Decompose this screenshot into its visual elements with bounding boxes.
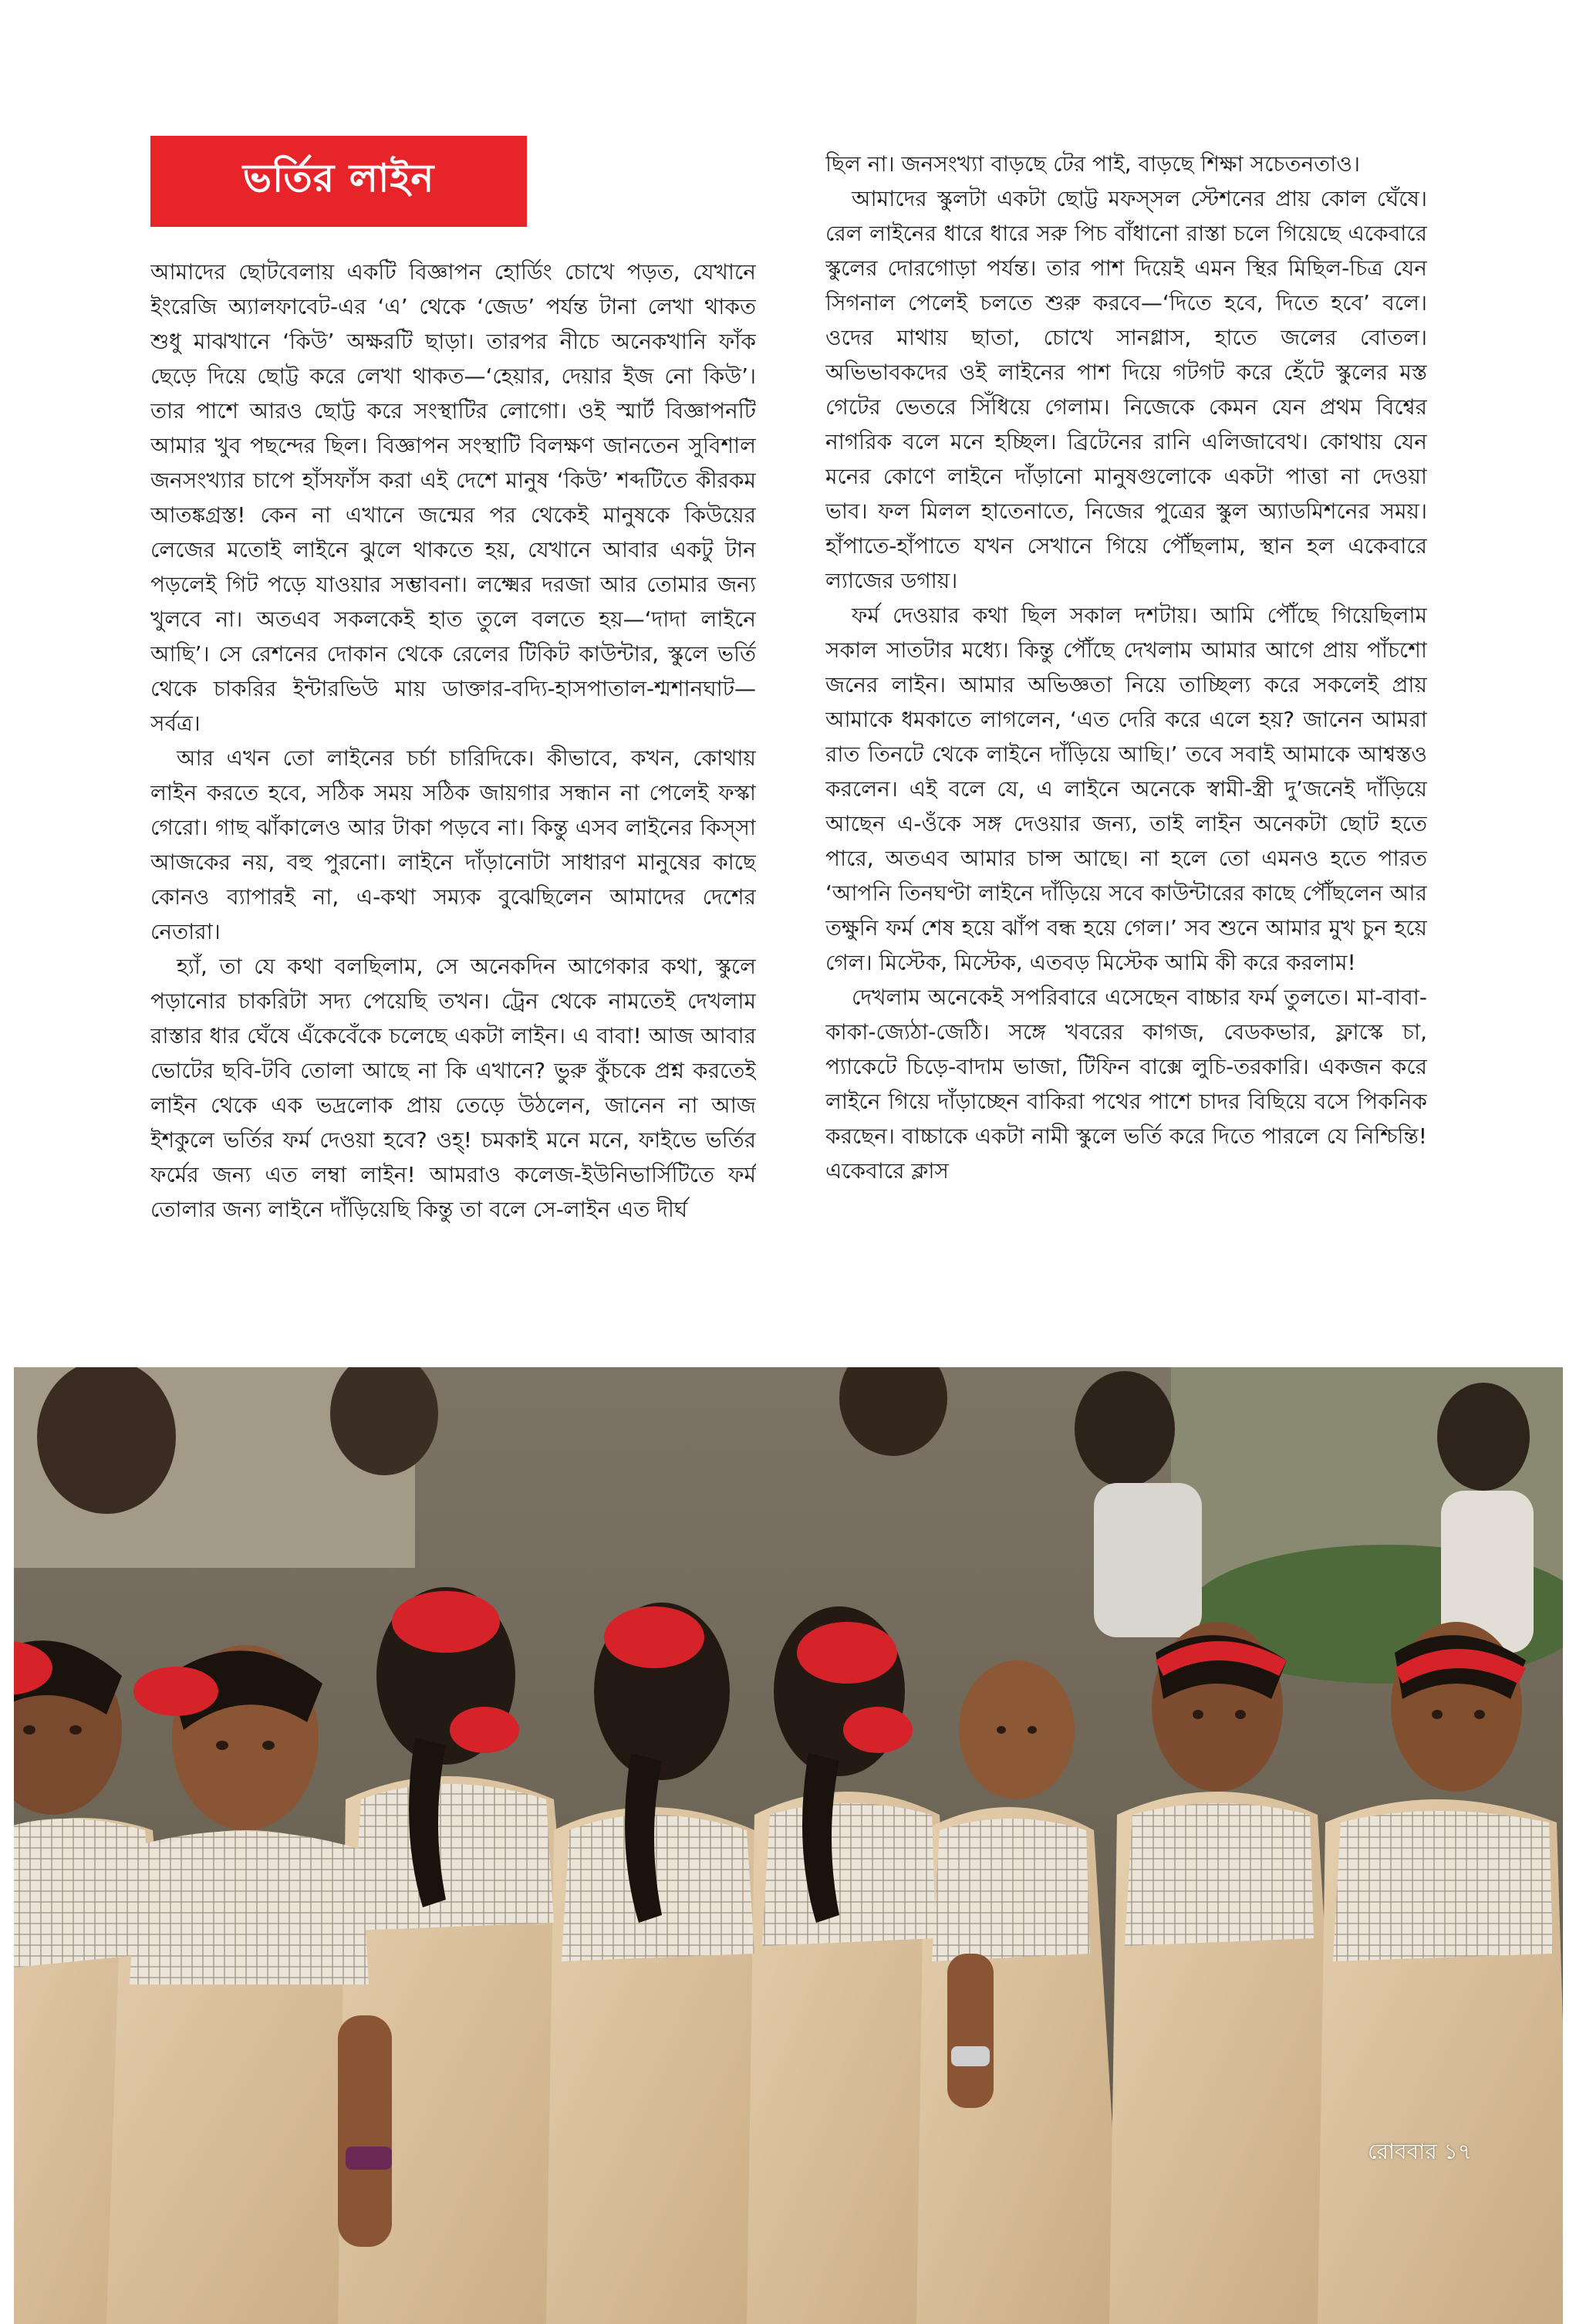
paragraph: দেখলাম অনেকেই সপরিবারে এসেছেন বাচ্চার ফর্ম তুলতে। মা-বাবা-কাকা-জ্যেঠা-জেঠি। সঙ্গে খবরের কাগজ, বেডকভার, ফ্লাস্কে চা, প্যাকেটে চিড়ে-বাদাম ভাজা, টিফিন বাক্সে লুচি-তরকারি। একজন করে লাইনে গিয়ে দাঁড়াচ্ছেন বাকিরা পথের পাশে চাদর বিছিয়ে বসে পিকনিক করছেন। বাচ্চাকে একটা নামী স্কুলে ভর্তি করে দিতে পারলে যে নিশ্চিন্তি! একেবারে ক্লাস: [825, 985, 1427, 1184]
paragraph: আমাদের ছোটবেলায় একটি বিজ্ঞাপন হোর্ডিং চোখে পড়ত, যেখানে ইংরেজি অ্যালফাবেট-এর ‘এ’ থেকে ‘জেড’ পর্যন্ত টানা লেখা থাকত শুধু মাঝখানে ‘কিউ’ অক্ষরটি ছাড়া। তারপর নীচে অনেকখানি ফাঁক ছেড়ে দিয়ে ছোট্ট করে লেখা থাকত—‘হেয়ার, দেয়ার ইজ নো কিউ’। তার পাশে আরও ছোট্ট করে সংস্থাটির লোগো। ওই স্মার্ট বিজ্ঞাপনটি আমার খুব পছন্দের ছিল। বিজ্ঞাপন সংস্থাটি বিলক্ষণ জানতেন সুবিশাল জনসংখ্যার চাপে হাঁসফাঁস করা এই দেশে মানুষ ‘কিউ’ শব্দটিতে কীরকম আতঙ্কগ্রস্ত! কেন না এখানে জন্মের পর থেকেই মানুষকে কিউয়ের লেজের মতোই লাইনে ঝুলে থাকতে হয়, যেখানে আবার একটু টান পড়লেই গিট পড়ে যাওয়ার সম্ভাবনা। লক্ষ্মের দরজা আর তোমার জন্য খুলবে না। অতএব সকলকেই হাত তুলে বলতে হয়—‘দাদা লাইনে আছি’। সে রেশনের দোকান থেকে রেলের টিকিট কাউন্টার, স্কুলে ভর্তি থেকে চাকরির ইন্টারভিউ মায় ডাক্তার-বদ্যি-হাসপাতাল-শ্মশানঘাট—সর্বত্র।: [150, 259, 756, 736]
article-title: ভর্তির লাইন: [242, 154, 435, 201]
paragraph: ছিল না। জনসংখ্যা বাড়ছে টের পাই, বাড়ছে শিক্ষা সচেতনতাও।: [825, 151, 1360, 177]
paragraph: হ্যাঁ, তা যে কথা বলছিলাম, সে অনেকদিন আগেকার কথা, স্কুলে পড়ানোর চাকরিটা সদ্য পেয়েছি তখন। ট্রেন থেকে নামতেই দেখলাম রাস্তার ধার ঘেঁষে এঁকেবেঁকে চলেছে একটা লাইন। এ বাবা! আজ আবার ভোটের ছবি-টবি তোলা আছে না কি এখানে? ভুরু কুঁচকে প্রশ্ন করতেই লাইন থেকে এক ভদ্রলোক প্রায় তেড়ে উঠলেন, জানেন না আজ ইশকুলে ভর্তির ফর্ম দেওয়া হবে? ওহ্! চমকাই মনে মনে, ফাইভে ভর্তির ফর্মের জন্য এত লম্বা লাইন! আমরাও কলেজ-ইউনিভার্সিটিতে ফর্ম তোলার জন্য লাইনে দাঁড়িয়েছি কিন্তু তা বলে সে-লাইন এত দীর্ঘ: [150, 954, 756, 1222]
schoolgirls-queue-photo: [14, 1367, 1563, 2324]
paragraph: আর এখন তো লাইনের চর্চা চারিদিকে। কীভাবে, কখন, কোথায় লাইন করতে হবে, সঠিক সময় সঠিক জায়গার সন্ধান না পেলেই ফস্কা গেরো। গাছ ঝাঁকালেও আর টাকা পড়বে না। কিন্তু এসব লাইনের কিস্সা আজকের নয়, বহু পুরনো। লাইনে দাঁড়ানোটা সাধারণ মানুষের কাছে কোনও ব্যাপারই না, এ-কথা সম্যক বুঝেছিলেন আমাদের দেশের নেতারা।: [150, 745, 756, 944]
page-number-label: রোববার ১৭: [1368, 2139, 1472, 2164]
paragraph: আমাদের স্কুলটা একটা ছোট্ট মফস্সল স্টেশনের প্রায় কোল ঘেঁষে। রেল লাইনের ধারে ধারে সরু পিচ বাঁধানো রাস্তা চলে গিয়েছে একেবারে স্কুলের দোরগোড়া পর্যন্ত। তার পাশ দিয়েই এমন স্থির মিছিল-চিত্র যেন সিগনাল পেলেই চলতে শুরু করবে—‘দিতে হবে, দিতে হবে’ বলে। ওদের মাথায় ছাতা, চোখে সানগ্লাস, হাতে জলের বোতল। অভিভাবকদের ওই লাইনের পাশ দিয়ে গটগট করে হেঁটে স্কুলের মস্ত গেটের ভেতরে সিঁধিয়ে গেলাম। নিজেকে কেমন যেন প্রথম বিশ্বের নাগরিক বলে মনে হচ্ছিল। ব্রিটেনের রানি এলিজাবেথ। কোথায় যেন মনের কোণে লাইনে দাঁড়ানো মানুষগুলোকে একটা পাত্তা না দেওয়া ভাব। ফল মিলল হাতেনাতে, নিজের পুত্রের স্কুল অ্যাডমিশনের সময়। হাঁপাতে-হাঁপাতে যখন সেখানে গিয়ে পৌঁছলাম, স্থান হল একেবারে ল্যাজের ডগায়।: [825, 186, 1427, 593]
right-text-column: [825, 147, 1427, 1296]
article-title-box: [150, 136, 527, 227]
left-text-column: [150, 255, 756, 1296]
paragraph: ফর্ম দেওয়ার কথা ছিল সকাল দশটায়। আমি পৌঁছে গিয়েছিলাম সকাল সাতটার মধ্যে। কিন্তু পৌঁছে দেখলাম আমার আগে প্রায় পাঁচশো জনের লাইন। আমার অভিজ্ঞতা নিয়ে তাচ্ছিল্য করে সকলেই প্রায় আমাকে ধমকাতে লাগলেন, ‘এত দেরি করে এলে হয়? জানেন আমরা রাত তিনটে থেকে লাইনে দাঁড়িয়ে আছি।’ তবে সবাই আমাকে আশ্বস্তও করলেন। এই বলে যে, এ লাইনে অনেকে স্বামী-স্ত্রী দু’জনেই দাঁড়িয়ে আছেন এ-ওঁকে সঙ্গ দেওয়ার জন্য, তাই লাইন অনেকটা ছোট হতে পারে, অতএব আমার চান্স আছে। না হলে তো এমনও হতে পারত ‘আপনি তিনঘণ্টা লাইনে দাঁড়িয়ে সবে কাউন্টারের কাছে পৌঁছলেন আর তক্ষুনি ফর্ম শেষ হয়ে ঝাঁপ বন্ধ হয়ে গেল।’ সব শুনে আমার মুখ চুন হয়ে গেল। মিস্টেক, মিস্টেক, এতবড় মিস্টেক আমি কী করে করলাম!: [825, 603, 1427, 975]
